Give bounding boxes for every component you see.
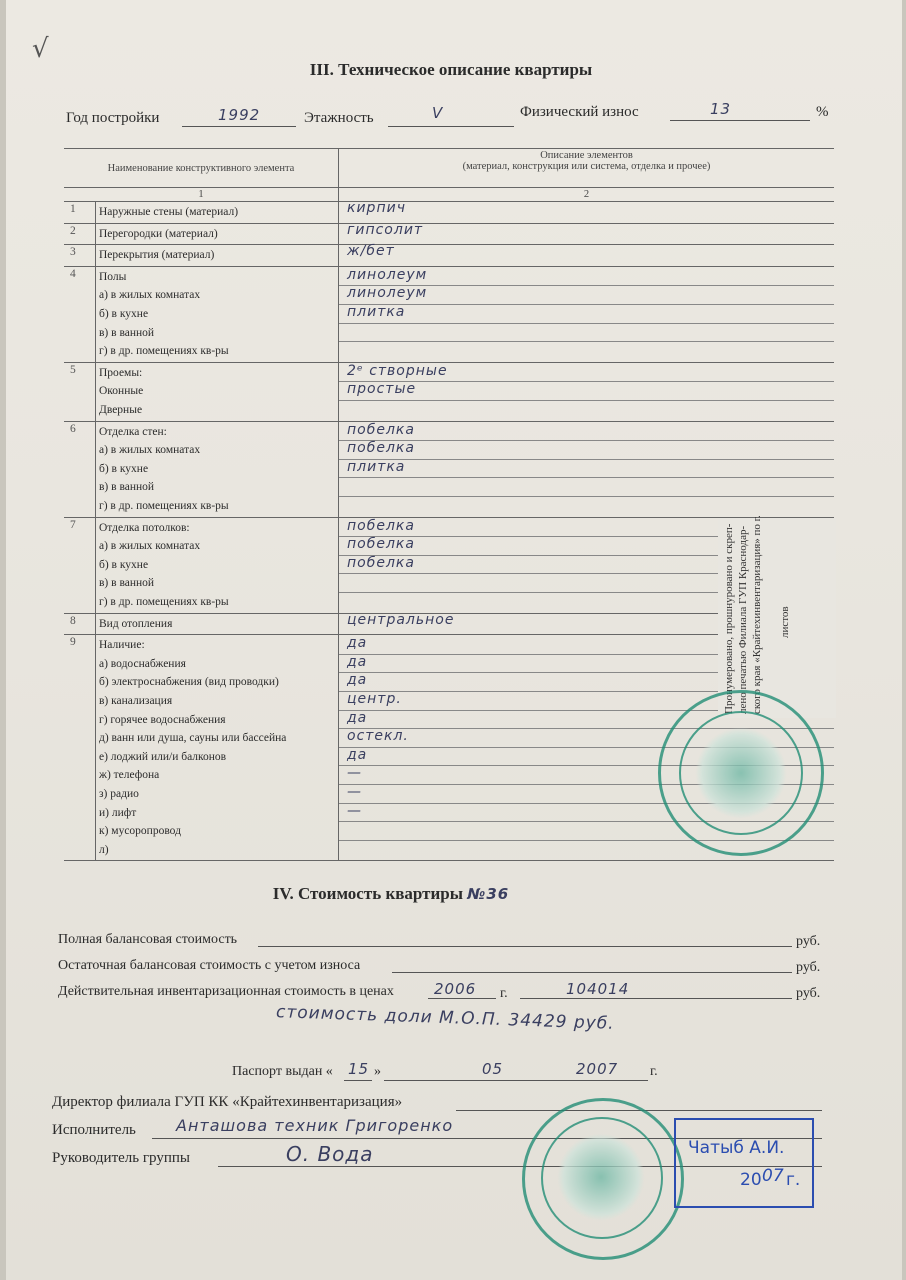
share-cost-note: стоимость доли М.О.П. 34429 руб. [275,1002,615,1034]
element-value: ж/бет [347,243,395,260]
full-cost-rub: руб. [796,934,821,949]
element-line: Отделка стен: [99,425,167,438]
passport-day: 15 [348,1060,370,1078]
residual-cost-label: Остаточная балансовая стоимость с учетом износа [58,958,361,973]
element-line: б) в кухне [99,307,149,320]
row-element-name [96,266,339,362]
round-seal-bottom [522,1098,684,1260]
passport-label: Паспорт выдан « [232,1064,333,1079]
element-line: е) лоджий или/и балконов [99,750,227,763]
row-number: 3 [64,245,96,267]
element-line: Отделка потолков: [99,521,190,534]
actual-value: 104014 [566,980,630,998]
row-number: 1 [64,202,96,224]
element-line: в) в ванной [99,326,155,339]
element-value: плитка [347,458,406,475]
element-line: в) в ванной [99,481,155,494]
full-cost-label: Полная балансовая стоимость [58,932,238,947]
executor-value: Анташова техник Григоренко [176,1116,454,1135]
element-line: д) ванн или душа, сауны или бассейна [99,732,287,745]
element-line: г) горячее водоснабжения [99,713,226,726]
element-line: а) в жилых комнатах [99,444,201,457]
element-value: 2ᵉ створные [347,362,448,379]
row-description [339,421,835,517]
row-number: 4 [64,266,96,362]
element-value: гипсолит [347,221,424,238]
stamp-g: г. [786,1170,801,1190]
stamp-year-suffix: 07 [762,1166,784,1186]
executor-label: Исполнитель [52,1122,136,1138]
element-line: ж) телефона [99,769,160,782]
table-row [64,223,834,245]
stamp-name: Чатыб А.И. [688,1138,785,1158]
row-element-name [96,635,339,861]
element-value: — [347,783,362,800]
element-line: Перегородки (материал) [99,227,218,240]
row-description [339,266,835,362]
element-line: а) в жилых комнатах [99,540,201,553]
element-line: л) [99,843,109,856]
table-row [64,245,834,267]
row-number: 2 [64,223,96,245]
element-line: Оконные [99,385,144,398]
element-line: г) в др. помещениях кв-ры [99,345,229,358]
element-line: а) в жилых комнатах [99,289,201,302]
col2-header: Описание элементов (материал, конструкция или система, отделка и прочее) [339,149,835,188]
floors-label: Этажность [304,110,374,126]
year-value: 1992 [218,106,261,124]
element-value: да [347,653,368,670]
element-value: побелка [347,554,415,571]
table-row [64,421,834,517]
row-element-name [96,202,339,224]
element-value: центральное [347,611,455,628]
row-element-name [96,362,339,421]
row-element-name [96,517,339,613]
row-number: 9 [64,635,96,861]
col1-header: Наименование конструктивного элемента [64,149,339,188]
wear-label: Физический износ [520,104,639,120]
table-row [64,266,834,362]
element-value: да [347,746,368,763]
section4-title: IV. Стоимость квартиры №36 [272,884,510,903]
element-value: побелка [347,517,415,534]
element-line: в) в ванной [99,577,155,590]
group-signature: О. Вода [286,1142,374,1166]
element-value: побелка [347,536,415,553]
element-line: Дверные [99,403,143,416]
element-line: Вид отопления [99,617,173,630]
row-description [339,245,835,267]
group-label: Руководитель группы [52,1150,190,1166]
col2-num: 2 [339,188,835,202]
element-value: простые [347,381,417,398]
actual-year-suffix: г. [500,986,508,1001]
element-value: кирпич [347,200,406,216]
section3-title: III. Техническое описание квартиры [309,60,593,79]
element-value: линолеум [347,266,428,283]
element-line: б) в кухне [99,462,149,475]
element-line: б) в кухне [99,558,149,571]
element-value: побелка [347,440,415,457]
element-value: — [347,802,362,819]
element-line: а) водоснабжения [99,657,186,670]
element-line: Наличие: [99,639,145,652]
row-description [339,223,835,245]
element-value: — [347,765,362,782]
certification-note: Пронумеровано, прошнуровано и скреп- лено печатью Филиала ГУП Краснодар- ского края «Крайтехинвентаризация» по г. листов [718,518,836,718]
actual-cost-rub: руб. [796,986,821,1001]
check-mark: √ [32,34,50,64]
blue-stamp [674,1118,814,1208]
element-line: б) электроснабжения (вид проводки) [99,676,279,689]
director-label: Директор филиала ГУП КК «Крайтехинвентаризация» [52,1094,403,1110]
element-value: линолеум [347,285,428,302]
row-description [339,362,835,421]
element-line: в) канализация [99,694,173,707]
element-value: да [347,709,368,726]
element-line: г) в др. помещениях кв-ры [99,595,229,608]
col1-num: 1 [64,188,339,202]
element-value: да [347,672,368,689]
row-element-name [96,613,339,635]
element-line: Наружные стены (материал) [99,206,239,218]
element-value: да [347,635,368,652]
row-number: 5 [64,362,96,421]
row-number: 7 [64,517,96,613]
year-label: Год постройки [66,110,160,126]
element-value: остекл. [347,728,409,745]
element-line: Полы [99,270,127,283]
row-description [339,202,835,224]
actual-cost-label: Действительная инвентаризационная стоимость в ценах [58,984,394,999]
floors-value: V [432,104,444,122]
passport-page: √ III. Техническое описание квартиры Год постройки 1992 Этажность V Физический износ 13 % Наименование конструктивного элемента Описание элементов (материал, конструкция или система, отделка и прочее) 1 2 1 Наружные стены (материал) кирпич 2 Перегородки (материал) гипсолит 3 Перекрытия (материал) ж/бет 4 Полы а) в жилых комнатах б) в кухне в) в ванной г) в др. помещениях кв-ры линолеум линолеум плитка 5 Проемы: Оконные Дверные 2ᵉ створные простые 6 Отделка стен: а) в жилых комнатах б) в кухне в) в ванной г) в др. помещениях кв-ры побелка побелка плитка 7 Отделка потолков: а) в жилых комнатах б) в кухне в) в ванной г) в др. помещениях кв-ры побелка побелка побелка 8 Вид отопления центральное 9 Наличие: а) водоснабжения б) электроснабжения (вид проводки) в) канализация г) горячее водоснабжения д) ванн или душа, сауны или бассейна е) лоджий или/и балконов ж) телефона з) радио и) лифт к) мусоропровод л) да да да центр. да остекл. да — — — Пронумеровано, прошнуровано и скреп- лено печатью Филиала ГУП Краснодар- ского края «Крайтехинвентаризация» по г. листов IV. Стоимость квартиры №36 Полная балансовая стоимость руб. Остаточная балансовая стоимость с учетом износа руб. Действительная инвентаризационная стоимость в ценах 2006 г. 104014 руб. стоимость доли М.О.П. 34429 руб. Паспорт выдан « 15 » 05 2007 г. Директор филиала ГУП КК «Крайтехинвентаризация» Исполнитель Анташова техник Григоренко Руководитель группы О. Вода Чатыб А.И. 20 07 г. [6,0,902,1280]
wear-unit: % [816,104,829,120]
element-line: к) мусоропровод [99,825,181,838]
round-seal [658,690,824,856]
wear-value: 13 [710,100,732,118]
passport-month: 05 [482,1060,504,1078]
actual-year: 2006 [434,980,477,998]
residual-cost-rub: руб. [796,960,821,975]
element-value: плитка [347,303,406,320]
row-number: 8 [64,613,96,635]
stamp-year-prefix: 20 [740,1170,762,1190]
table-row [64,202,834,224]
element-line: г) в др. помещениях кв-ры [99,499,229,512]
element-line: и) лифт [99,806,137,819]
row-element-name [96,223,339,245]
passport-year: 2007 [576,1060,619,1078]
row-number: 6 [64,421,96,517]
element-line: Проемы: [99,366,143,379]
element-line: з) радио [99,787,139,800]
element-value: центр. [347,690,402,707]
table-row [64,362,834,421]
row-element-name [96,421,339,517]
element-line: Перекрытия (материал) [99,249,215,262]
element-value: побелка [347,421,415,438]
row-element-name [96,245,339,267]
